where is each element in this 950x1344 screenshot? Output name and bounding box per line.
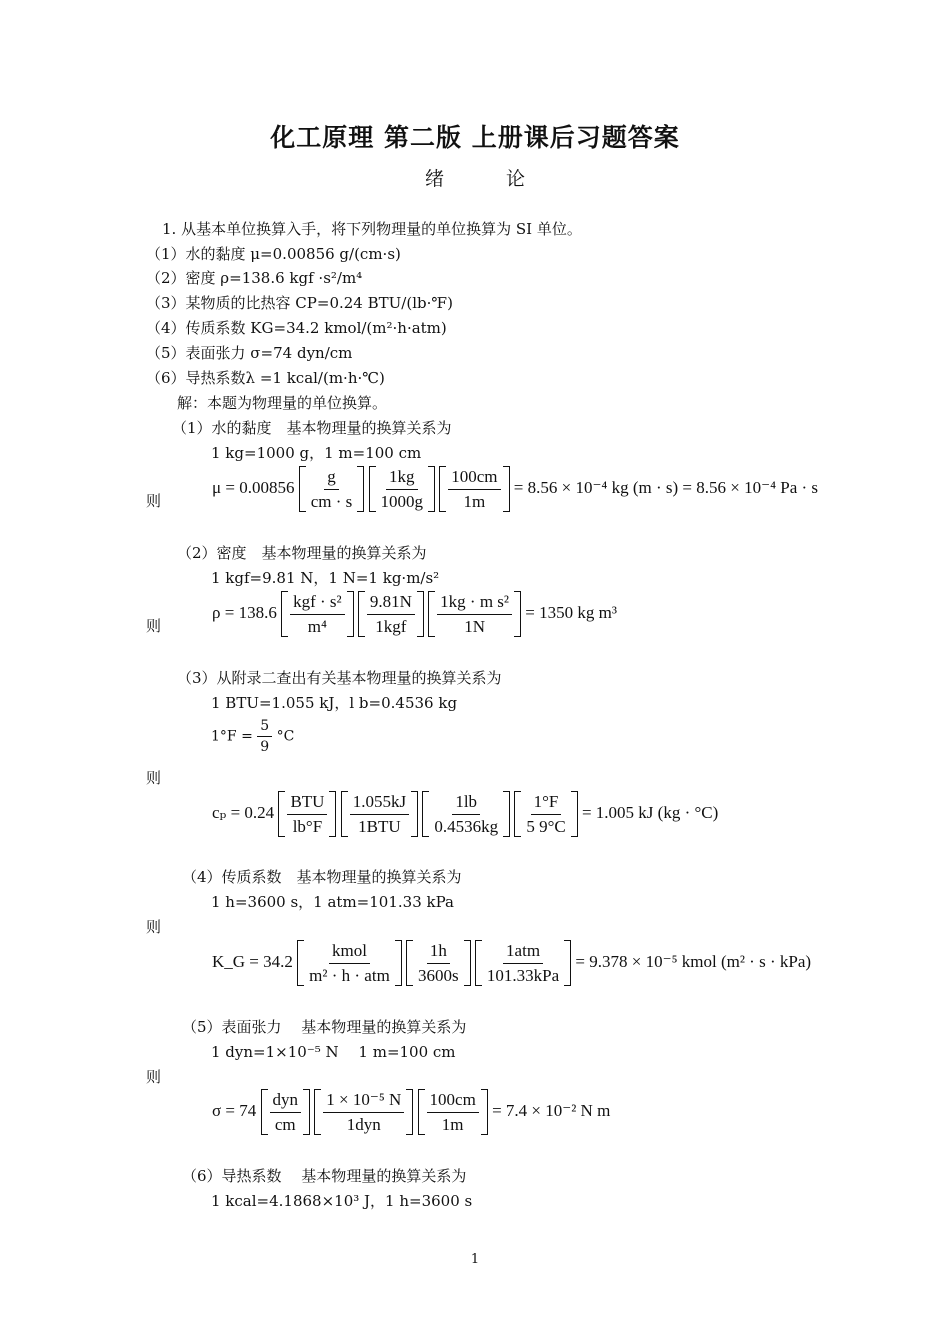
bracket [439, 466, 509, 512]
s5-equation [212, 1089, 610, 1135]
then-label-1: 则 [146, 492, 162, 510]
s3-equation [212, 791, 718, 837]
denominator: 1BTU [358, 816, 401, 836]
numerator: 1 × 10⁻⁵ N [323, 1090, 404, 1113]
section-heading: 绪 论 [424, 168, 554, 190]
numerator: 1°F [531, 792, 562, 815]
numerator: kgf · s² [290, 592, 345, 615]
bracket [299, 466, 365, 512]
bracket [369, 466, 436, 512]
s4-rhs: = 9.378 × 10⁻⁵ kmol (m² · s · kPa) [575, 951, 812, 971]
bracket [428, 591, 521, 637]
bracket [406, 940, 471, 986]
denominator: 1kgf [375, 616, 407, 636]
bracket [418, 1089, 488, 1135]
denominator: 1m [441, 1114, 464, 1134]
numerator: kmol [329, 941, 370, 964]
denominator: lb°F [292, 816, 323, 836]
item-2: （2）密度 ρ=138.6 kgf ·s²/m⁴ [146, 269, 363, 287]
s3-lhs: cₚ = 0.24 [212, 802, 275, 822]
numerator: 1kg [386, 467, 418, 490]
s5-relation: 1 dyn=1×10⁻⁵ N 1 m=100 cm [211, 1043, 456, 1061]
numerator: 1lb [452, 792, 480, 815]
s1-equation [212, 466, 818, 512]
then-label-3: 则 [146, 769, 162, 787]
s2-equation [212, 591, 617, 637]
bracket [278, 791, 336, 837]
deg-lhs: 1°F = [211, 728, 253, 745]
s4-lhs: K_G = 34.2 [212, 951, 293, 971]
item-1: （1）水的黏度 μ=0.00856 g/(cm·s) [146, 245, 401, 263]
then-label-2: 则 [146, 617, 162, 635]
numerator: dyn [270, 1090, 302, 1113]
bracket [422, 791, 510, 837]
s3-heading: （3）从附录二查出有关基本物理量的换算关系为 [177, 669, 502, 687]
numerator: 1.055kJ [350, 792, 409, 815]
item-5: （5）表面张力 σ=74 dyn/cm [146, 344, 353, 362]
denominator: 1000g [380, 491, 423, 511]
s3-rhs: = 1.005 kJ (kg · °C) [581, 802, 719, 822]
s6-relation: 1 kcal=4.1868×10³ J，1 h=3600 s [211, 1192, 473, 1210]
denominator: 5 9°C [526, 816, 566, 836]
denominator: m² · h · atm [309, 965, 390, 985]
s4-heading: （4）传质系数 基本物理量的换算关系为 [182, 868, 462, 886]
numerator: 100cm [427, 1090, 479, 1113]
denominator: 1m [463, 491, 486, 511]
s6-heading: （6）导热系数 基本物理量的换算关系为 [182, 1167, 467, 1185]
document-title: 化工原理 第二版 上册课后习题答案 [270, 123, 680, 152]
bracket [358, 591, 424, 637]
bracket [475, 940, 571, 986]
denominator: cm [274, 1114, 296, 1134]
s3-relation: 1 BTU=1.055 kJ，l b=0.4536 kg [211, 694, 458, 712]
numerator: 5 [257, 718, 272, 737]
numerator: BTU [287, 792, 327, 815]
s5-rhs: = 7.4 × 10⁻² N m [492, 1100, 611, 1120]
deg-rhs: °C [276, 728, 295, 745]
problem-statement: 1. 从基本单位换算入手，将下列物理量的单位换算为 SI 单位。 [162, 220, 582, 238]
numerator: g [324, 467, 339, 490]
denominator: cm · s [310, 491, 353, 511]
then-label-4: 则 [146, 918, 162, 936]
bracket [281, 591, 354, 637]
s4-relation: 1 h=3600 s，1 atm=101.33 kPa [211, 893, 454, 911]
s5-heading: （5）表面张力 基本物理量的换算关系为 [182, 1018, 467, 1036]
bracket [314, 1089, 413, 1135]
s1-heading: （1）水的黏度 基本物理量的换算关系为 [172, 419, 452, 437]
bracket [341, 791, 418, 837]
numerator: 1atm [503, 941, 543, 964]
item-6: （6）导热系数λ =1 kcal/(m·h·℃) [146, 369, 385, 387]
bracket [261, 1089, 311, 1135]
solution-intro: 解：本题为物理量的单位换算。 [177, 394, 388, 412]
denominator: 0.4536kg [434, 816, 499, 836]
item-4: （4）传质系数 KG=34.2 kmol/(m²·h·atm) [146, 319, 447, 337]
denominator: 3600s [418, 965, 459, 985]
numerator: 100cm [448, 467, 500, 490]
page-number: 1 [470, 1252, 480, 1267]
denominator: 1dyn [346, 1114, 381, 1134]
bracket [514, 791, 577, 837]
s5-lhs: σ = 74 [212, 1100, 257, 1120]
s1-relation: 1 kg=1000 g，1 m=100 cm [211, 444, 422, 462]
denominator: 1N [464, 616, 485, 636]
denominator: 101.33kPa [486, 965, 560, 985]
s2-lhs: ρ = 138.6 [212, 602, 277, 622]
bracket [297, 940, 402, 986]
s2-heading: （2）密度 基本物理量的换算关系为 [177, 544, 427, 562]
s1-rhs: = 8.56 × 10⁻⁴ kg (m · s) = 8.56 × 10⁻⁴ Pa · s [513, 477, 819, 497]
s2-rhs: = 1350 kg m³ [525, 602, 617, 622]
s1-lhs: μ = 0.00856 [212, 477, 295, 497]
numerator: 1h [427, 941, 450, 964]
denominator: m⁴ [307, 616, 327, 636]
numerator: 1kg · m s² [437, 592, 512, 615]
then-label-5: 则 [146, 1068, 162, 1086]
s3-degree-relation [211, 718, 294, 755]
numerator: 9.81N [367, 592, 415, 615]
denominator: 9 [260, 739, 270, 755]
item-3: （3）某物质的比热容 CP=0.24 BTU/(lb·℉) [146, 294, 453, 312]
s4-equation [212, 940, 811, 986]
s2-relation: 1 kgf=9.81 N，1 N=1 kg·m/s² [211, 569, 440, 587]
